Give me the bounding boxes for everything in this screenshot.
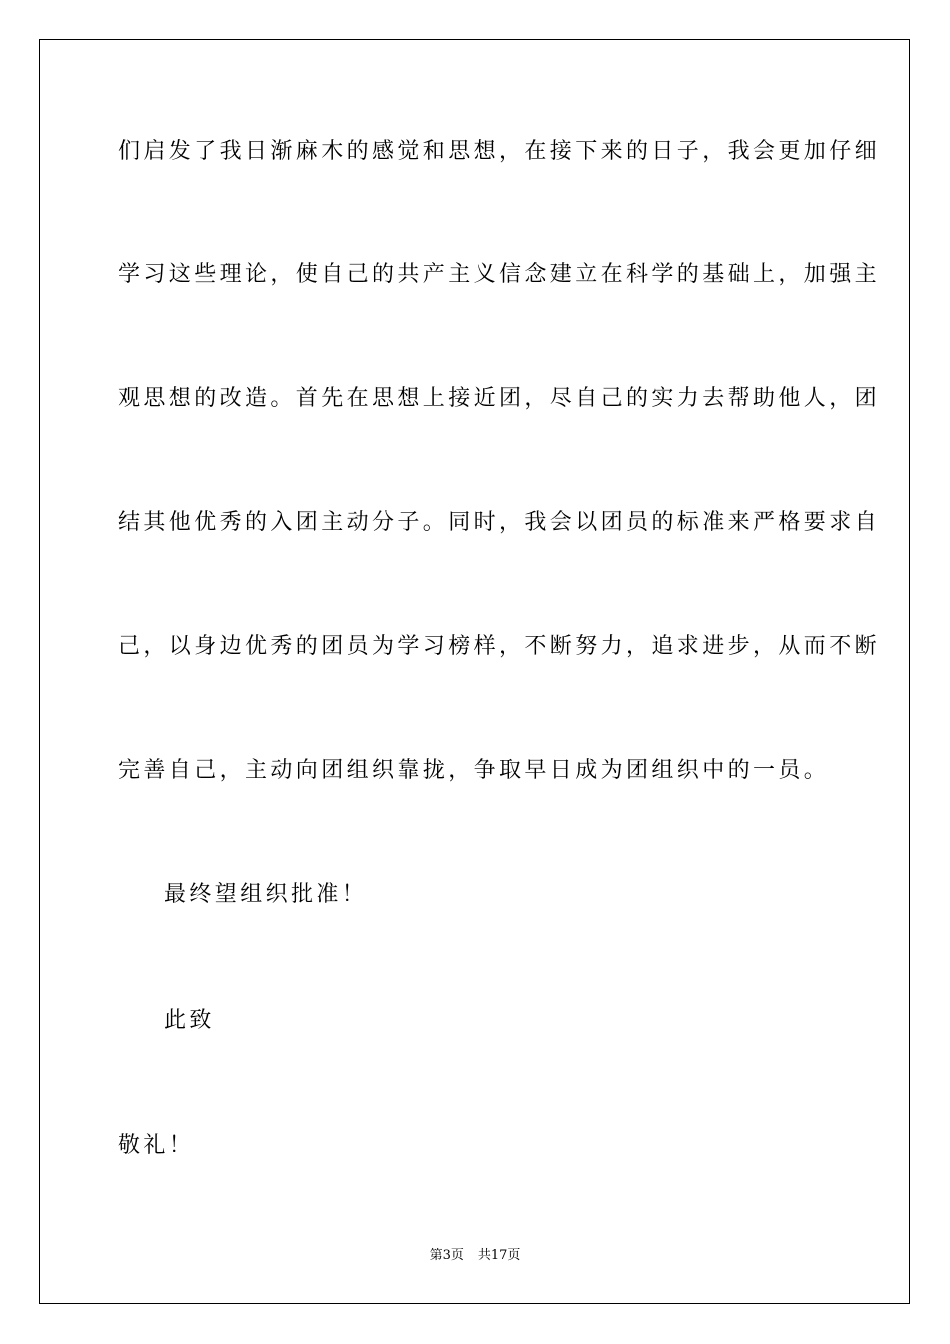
paragraph-line-3: 观思想的改造。首先在思想上接近团，尽自己的实力去帮助他人，团: [118, 386, 881, 411]
paragraph-line-6: 完善自己，主动向团组织靠拢，争取早日成为团组织中的一员。: [118, 758, 830, 783]
page-number: 第3页: [429, 1248, 464, 1263]
page-border: [39, 39, 910, 1304]
page-footer: [0, 1247, 950, 1265]
paragraph-line-5: 己，以身边优秀的团员为学习榜样，不断努力，追求进步，从而不断: [118, 634, 881, 659]
paragraph-line-4: 结其他优秀的入团主动分子。同时，我会以团员的标准来严格要求自: [118, 510, 881, 535]
salutation-cizhi: 此致: [164, 1008, 215, 1033]
page-total: 共17页: [477, 1248, 521, 1263]
closing-request: 最终望组织批准！: [164, 882, 368, 907]
paragraph-line-1: 们启发了我日渐麻木的感觉和思想，在接下来的日子，我会更加仔细: [118, 139, 881, 164]
paragraph-line-2: 学习这些理论，使自己的共产主义信念建立在科学的基础上，加强主: [118, 262, 881, 287]
salutation-jingli: 敬礼！: [118, 1133, 195, 1158]
